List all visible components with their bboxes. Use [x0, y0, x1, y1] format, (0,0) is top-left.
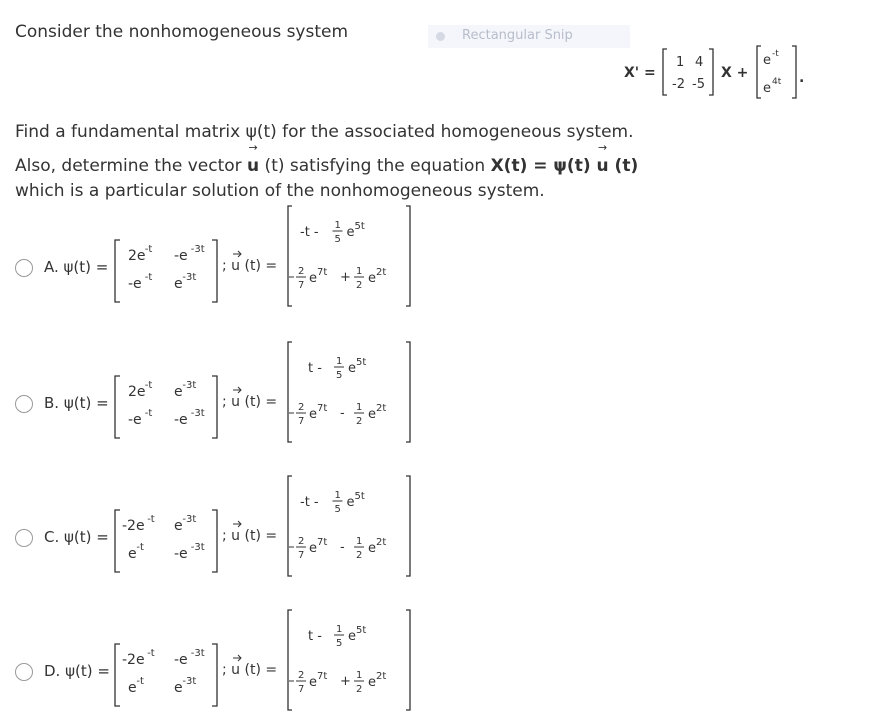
u2-frac1-den: 7 — [298, 416, 305, 427]
u2-exp2: 2t — [376, 671, 387, 682]
matrix-a12: 4 — [695, 55, 704, 70]
matrix-bracket-left — [663, 49, 667, 95]
psi-entry-exp: -3t — [190, 244, 205, 255]
psi-entry-exp: -3t — [182, 272, 197, 283]
u-bracket-left — [288, 476, 292, 576]
u2-exp2: 2t — [376, 403, 387, 414]
psi-entry-base: -e — [174, 248, 188, 264]
u-bracket-left — [288, 342, 292, 442]
u2-exp1: 7t — [317, 537, 328, 548]
u2-frac2-num: 1 — [356, 670, 363, 681]
u1-frac-num: 1 — [334, 490, 341, 501]
u1-frac-den: 5 — [334, 234, 341, 245]
u-label-text: ; u (t) = — [222, 528, 278, 544]
u-bracket-right — [406, 610, 410, 710]
forcing-bracket-left — [757, 46, 761, 98]
u-vector — [286, 340, 416, 444]
u2-e1: e — [309, 675, 317, 690]
line2-text-a: Also, determine the vector — [15, 156, 248, 176]
u1-exp: 5t — [354, 491, 365, 502]
u2-frac1-den: 7 — [298, 550, 305, 561]
psi-entry-base: -e — [128, 276, 142, 292]
u2-e2: e — [368, 675, 376, 690]
psi-bracket-left — [115, 644, 120, 706]
u2-exp2: 2t — [376, 267, 387, 278]
system-end: . — [799, 70, 805, 86]
u2-frac2-den: 2 — [356, 280, 363, 291]
equation-u-symbol: → u — [597, 156, 609, 176]
vector-arrow-icon — [233, 521, 241, 527]
psi-entry-base: -e — [174, 412, 188, 428]
u-label-text: ; u (t) = — [222, 662, 278, 678]
u1-e: e — [346, 225, 355, 240]
u1-exp: 5t — [356, 357, 367, 368]
u2-frac1-num: 2 — [298, 670, 305, 681]
psi-entry-exp: -t — [147, 514, 155, 525]
psi-entry-base: -e — [128, 412, 142, 428]
u2-e2: e — [368, 541, 376, 556]
psi-entry-base: e — [174, 680, 183, 696]
u1-frac-den: 5 — [334, 504, 341, 515]
option-radio-b[interactable] — [15, 395, 33, 413]
u2-frac2-num: 1 — [356, 536, 363, 547]
psi-bracket-left — [115, 376, 120, 438]
option-radio-a[interactable] — [15, 259, 33, 277]
u1-lead: t - — [308, 361, 322, 376]
psi-bracket-right — [212, 376, 217, 438]
record-dot-icon — [436, 32, 445, 41]
line2-text-b: (t) satisfying the equation — [259, 156, 491, 176]
psi-bracket-right — [212, 644, 217, 706]
psi-entry-base: -2e — [122, 518, 145, 534]
u2-frac1-den: 7 — [298, 684, 305, 695]
matrix-bracket-right — [709, 49, 713, 95]
u2-exp1: 7t — [317, 403, 328, 414]
u2-frac1-num: 2 — [298, 402, 305, 413]
psi-entry-base: -e — [174, 546, 188, 562]
psi-bracket-left — [115, 240, 120, 302]
system-mid: X + — [721, 65, 749, 81]
u-label-text: ; u (t) = — [222, 258, 278, 274]
vector-arrow-icon — [233, 387, 241, 393]
psi-entry-exp: -t — [144, 380, 153, 391]
u2-exp2: 2t — [376, 537, 387, 548]
u1-e: e — [348, 629, 356, 644]
u2-sign: + — [340, 270, 351, 285]
u-bracket-right — [406, 206, 410, 306]
question-line-3: which is a particular solution of the nonhomogeneous system. — [15, 181, 545, 201]
question-line-2 — [15, 156, 638, 176]
u-vector-symbol: → u — [247, 156, 259, 176]
psi-entry-base: e — [174, 384, 183, 400]
u1-e: e — [346, 495, 355, 510]
u-vector — [286, 608, 416, 712]
u1-lead: -t - — [300, 225, 319, 240]
u2-frac2-num: 1 — [356, 266, 363, 277]
u1-frac-num: 1 — [334, 220, 341, 231]
psi-entry-exp: -t — [144, 272, 153, 283]
snip-label: Rectangular Snip — [462, 28, 573, 43]
u2-sign: + — [340, 674, 351, 689]
equation-x: X(t) = ψ(t) — [490, 156, 597, 176]
option-label: D. ψ(t) = — [44, 662, 110, 680]
u2-sign: - — [340, 406, 345, 421]
u-bracket-left — [288, 206, 292, 306]
psi-matrix — [112, 372, 222, 442]
u1-frac-den: 5 — [336, 638, 343, 649]
u2-frac2-num: 1 — [356, 402, 363, 413]
u1-lead: -t - — [300, 495, 319, 510]
matrix-a21: -2 — [672, 77, 685, 92]
u2-e2: e — [368, 407, 376, 422]
u2-sign: - — [340, 540, 345, 555]
psi-entry-exp: -t — [144, 244, 153, 255]
u1-exp: 5t — [354, 221, 365, 232]
u1-frac-num: 1 — [336, 356, 343, 367]
equation-end: (t) — [608, 156, 639, 176]
question-intro: Consider the nonhomogeneous system — [15, 22, 349, 42]
psi-entry-base: e — [128, 546, 137, 562]
u-bracket-left — [288, 610, 292, 710]
matrix-a11: 1 — [676, 55, 685, 70]
psi-entry-exp: -t — [136, 542, 144, 553]
forcing-bracket-right — [792, 46, 796, 98]
psi-entry-base: 2e — [128, 384, 146, 400]
u-label-text: ; u (t) = — [222, 394, 278, 410]
u2-e1: e — [309, 407, 317, 422]
u-vector — [286, 204, 416, 308]
psi-entry-base: e — [174, 276, 183, 292]
psi-entry-base: 2e — [128, 248, 146, 264]
psi-entry-exp: -t — [147, 648, 155, 659]
forcing-bottom-base: e — [763, 81, 771, 96]
forcing-top-exp: -t — [772, 49, 779, 59]
psi-matrix — [112, 236, 222, 306]
option-label: C. ψ(t) = — [44, 528, 109, 546]
u2-exp1: 7t — [317, 671, 328, 682]
psi-entry-base: -e — [174, 652, 188, 668]
matrix-a22: -5 — [692, 77, 705, 92]
psi-matrix — [112, 506, 222, 576]
u2-e2: e — [368, 271, 376, 286]
u1-e: e — [348, 361, 356, 376]
system-equation — [620, 42, 810, 104]
psi-matrix — [112, 640, 222, 710]
u-label — [222, 518, 288, 548]
psi-entry-exp: -3t — [182, 676, 197, 687]
psi-bracket-right — [212, 510, 217, 572]
u2-frac2-den: 2 — [356, 550, 363, 561]
u2-frac1-den: 7 — [298, 280, 305, 291]
psi-entry-base: e — [128, 680, 137, 696]
psi-entry-exp: -3t — [190, 408, 205, 419]
psi-entry-base: e — [174, 518, 183, 534]
psi-entry-exp: -3t — [190, 542, 205, 553]
forcing-top-base: e — [763, 53, 771, 68]
option-radio-c[interactable] — [15, 529, 33, 547]
u2-frac2-den: 2 — [356, 684, 363, 695]
u-label — [222, 248, 288, 278]
psi-entry-exp: -t — [144, 408, 153, 419]
option-label: B. ψ(t) = — [44, 394, 109, 412]
u2-e1: e — [309, 541, 317, 556]
u-bracket-right — [406, 476, 410, 576]
option-label: A. ψ(t) = — [44, 258, 109, 276]
option-radio-d[interactable] — [15, 663, 33, 681]
u2-exp1: 7t — [317, 267, 328, 278]
u1-frac-num: 1 — [336, 624, 343, 635]
u-bracket-right — [406, 342, 410, 442]
u1-frac-den: 5 — [336, 370, 343, 381]
u-label — [222, 384, 288, 414]
rectangular-snip-overlay[interactable] — [428, 25, 630, 48]
u2-frac1-num: 2 — [298, 536, 305, 547]
u-label — [222, 652, 288, 682]
u-vector — [286, 474, 416, 578]
u2-frac1-num: 2 — [298, 266, 305, 277]
psi-entry-base: -2e — [122, 652, 145, 668]
vector-arrow-icon — [233, 655, 241, 661]
psi-bracket-left — [115, 510, 120, 572]
system-lhs: X' = — [624, 65, 656, 81]
u1-lead: t - — [308, 629, 322, 644]
u1-exp: 5t — [356, 625, 367, 636]
psi-entry-exp: -3t — [190, 648, 205, 659]
psi-entry-exp: -3t — [182, 380, 197, 391]
psi-entry-exp: -3t — [182, 514, 197, 525]
question-line-1: Find a fundamental matrix ψ(t) for the associated homogeneous system. — [15, 122, 634, 142]
u2-frac2-den: 2 — [356, 416, 363, 427]
psi-entry-exp: -t — [136, 676, 144, 687]
vector-arrow-icon — [233, 251, 241, 257]
psi-bracket-right — [212, 240, 217, 302]
forcing-bottom-exp: 4t — [772, 77, 782, 87]
u2-e1: e — [309, 271, 317, 286]
